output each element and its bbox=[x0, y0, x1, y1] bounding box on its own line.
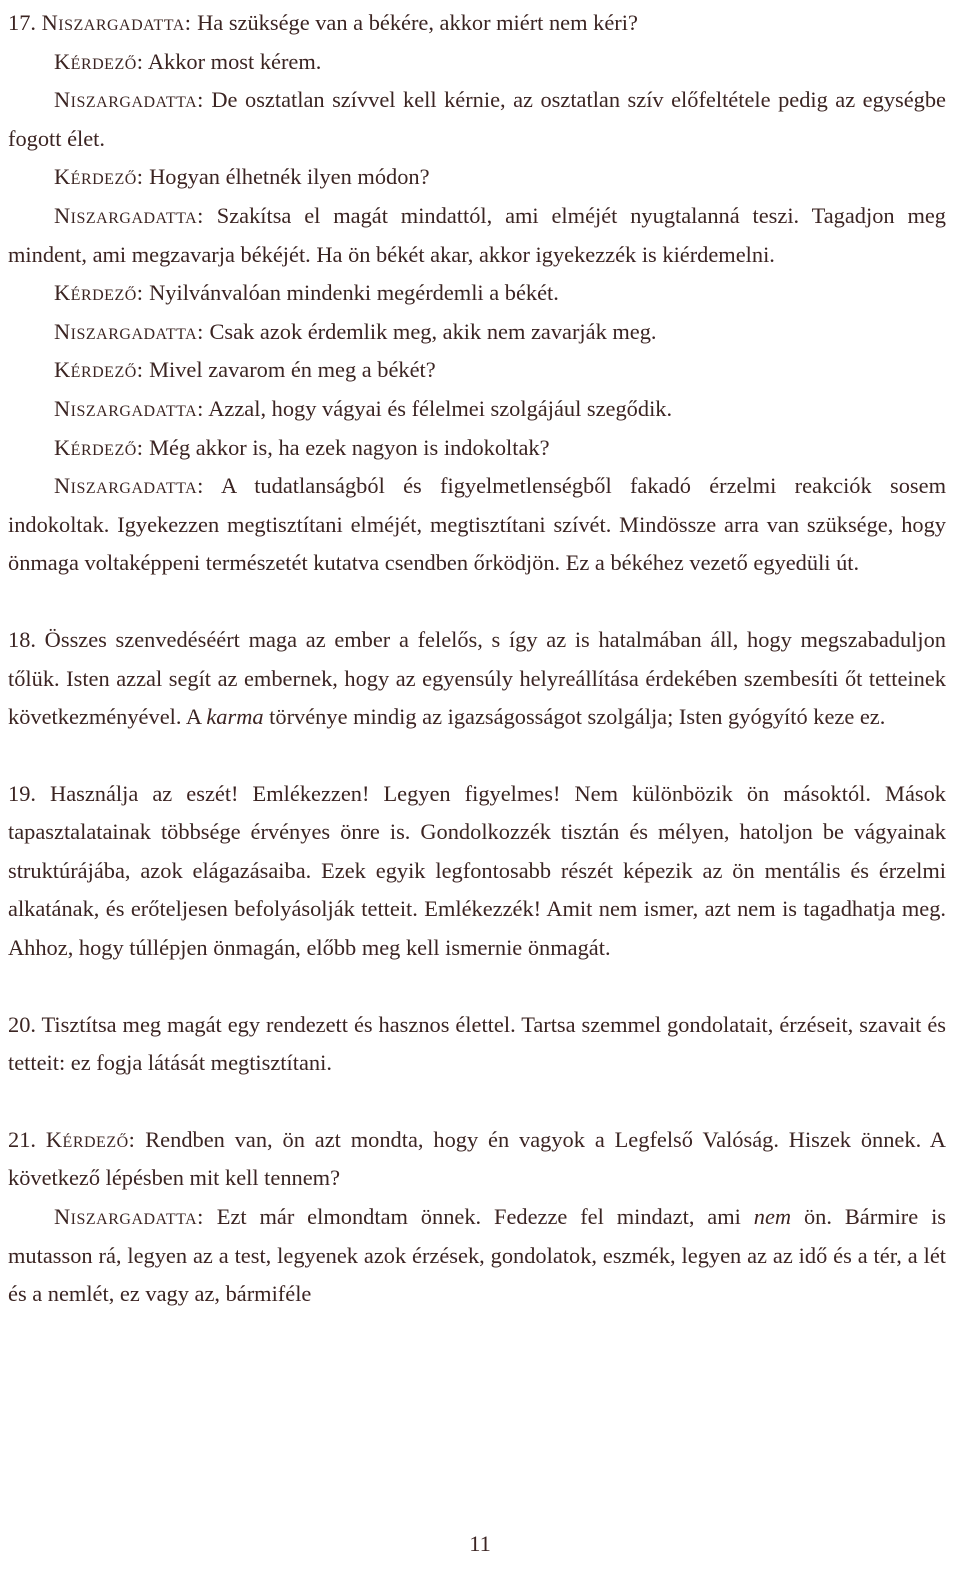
italic-term: nem bbox=[753, 1204, 792, 1230]
speaker-niszargadatta: Niszargadatta: bbox=[54, 473, 204, 499]
speaker-kerdezo: Kérdező: bbox=[54, 357, 144, 383]
dialogue-line: Kérdező: Még akkor is, ha ezek nagyon is indokoltak? bbox=[54, 434, 550, 460]
book-page-text bbox=[8, 4, 946, 1314]
speaker-niszargadatta: Niszargadatta: bbox=[54, 395, 204, 421]
paragraph-21-q1: 21. Kérdező: Rendben van, ön azt mondta, hogy én vagyok a Legfelső Valóság. Hiszek önnek. A következő lépésben mit kell tennem? bbox=[8, 1126, 946, 1191]
dialogue-line: Kérdező: Mivel zavarom én meg a békét? bbox=[54, 357, 436, 383]
paragraph-20: 20. Tisztítsa meg magát egy rendezett és hasznos élettel. Tartsa szemmel gondolatait, érzéseit, szavait és tetteit: ez fogja látását megtisztítani. bbox=[8, 1011, 946, 1076]
speaker-kerdezo: Kérdező: bbox=[54, 164, 144, 190]
dialogue-line: Kérdező: Akkor most kérem. bbox=[54, 48, 322, 74]
italic-term: karma bbox=[206, 704, 264, 730]
page-number: 11 bbox=[469, 1531, 491, 1556]
speaker-kerdezo: Kérdező: bbox=[45, 1126, 136, 1152]
paragraph-17-q1: 17. Niszargadatta: Ha szüksége van a békére, akkor miért nem kéri? bbox=[8, 10, 638, 35]
speaker-niszargadatta: Niszargadatta: bbox=[54, 1204, 204, 1230]
dialogue-line: Niszargadatta: Ezt már elmondtam önnek. Fedezze fel mindazt, ami nem ön. Bármire is mutasson rá, legyen az a test, legyenek azok érzések, gondolatok, eszmék, legyen az az idő és a tér, a lét és a nemlét, ez vagy az, bármiféle bbox=[8, 1204, 946, 1307]
speaker-kerdezo: Kérdező: bbox=[54, 48, 144, 74]
paragraph-19: 19. Használja az eszét! Emlékezzen! Legyen figyelmes! Nem különbözik ön másoktól. Mások tapasztalatainak többsége érvényes önre is. Gondolkozzék tisztán és mélyen, hatoljon be vágyainak struktúrájába, azok elágazásaiba. Ezek egyik legfontosabb részét képezik az ön mentális és érzelmi alkatának, és erőteljesen befolyásolják tetteit. Emlékezzék! Amit nem ismer, azt nem is tagadhatja meg. Ahhoz, hogy túllépjen önmagán, előbb meg kell ismernie önmagát. bbox=[8, 780, 946, 961]
dialogue-line: Niszargadatta: Azzal, hogy vágyai és félelmei szolgájául szegődik. bbox=[54, 395, 673, 421]
dialogue-line: Niszargadatta: Szakítsa el magát mindattól, ami elméjét nyugtalanná teszi. Tagadjon meg mindent, ami megzavarja békéjét. Ha ön békét akar, akkor igyekezzék is kiérdemelni. bbox=[8, 202, 946, 267]
dialogue-line: Niszargadatta: A tudatlanságból és figyelmetlenségből fakadó érzelmi reakciók sosem indokoltak. Igyekezzen megtisztítani elméjét, megtisztítani szívét. Mindössze arra van szüksége, hogy önmaga voltaképpeni természetét kutatva csendben őrködjön. Ez a békéhez vezető egyedüli út. bbox=[8, 473, 946, 576]
speaker-niszargadatta: Niszargadatta: bbox=[54, 318, 204, 344]
dialogue-line: Kérdező: Nyilvánvalóan mindenki megérdemli a békét. bbox=[54, 280, 559, 306]
dialogue-line: Kérdező: Hogyan élhetnék ilyen módon? bbox=[54, 164, 430, 190]
speaker-kerdezo: Kérdező: bbox=[54, 434, 144, 460]
speaker-niszargadatta: Niszargadatta: bbox=[41, 10, 192, 35]
paragraph-18: 18. Összes szenvedéséért maga az ember a felelős, s így az is hatalmában áll, hogy megszabaduljon tőlük. Isten azzal segít az embernek, hogy az egyensúly helyreállítása érdekében szembesíti őt tetteinek következményével. A karma törvénye mindig az igazságosságot szolgálja; Isten gyógyító keze ez. bbox=[8, 626, 946, 730]
dialogue-line: Niszargadatta: Csak azok érdemlik meg, akik nem zavarják meg. bbox=[54, 318, 657, 344]
speaker-niszargadatta: Niszargadatta: bbox=[54, 87, 204, 113]
dialogue-line: Niszargadatta: De osztatlan szívvel kell kérnie, az osztatlan szív előfeltétele pedig az egységbe fogott élet. bbox=[8, 87, 946, 151]
speaker-kerdezo: Kérdező: bbox=[54, 280, 144, 306]
speaker-niszargadatta: Niszargadatta: bbox=[54, 202, 204, 228]
